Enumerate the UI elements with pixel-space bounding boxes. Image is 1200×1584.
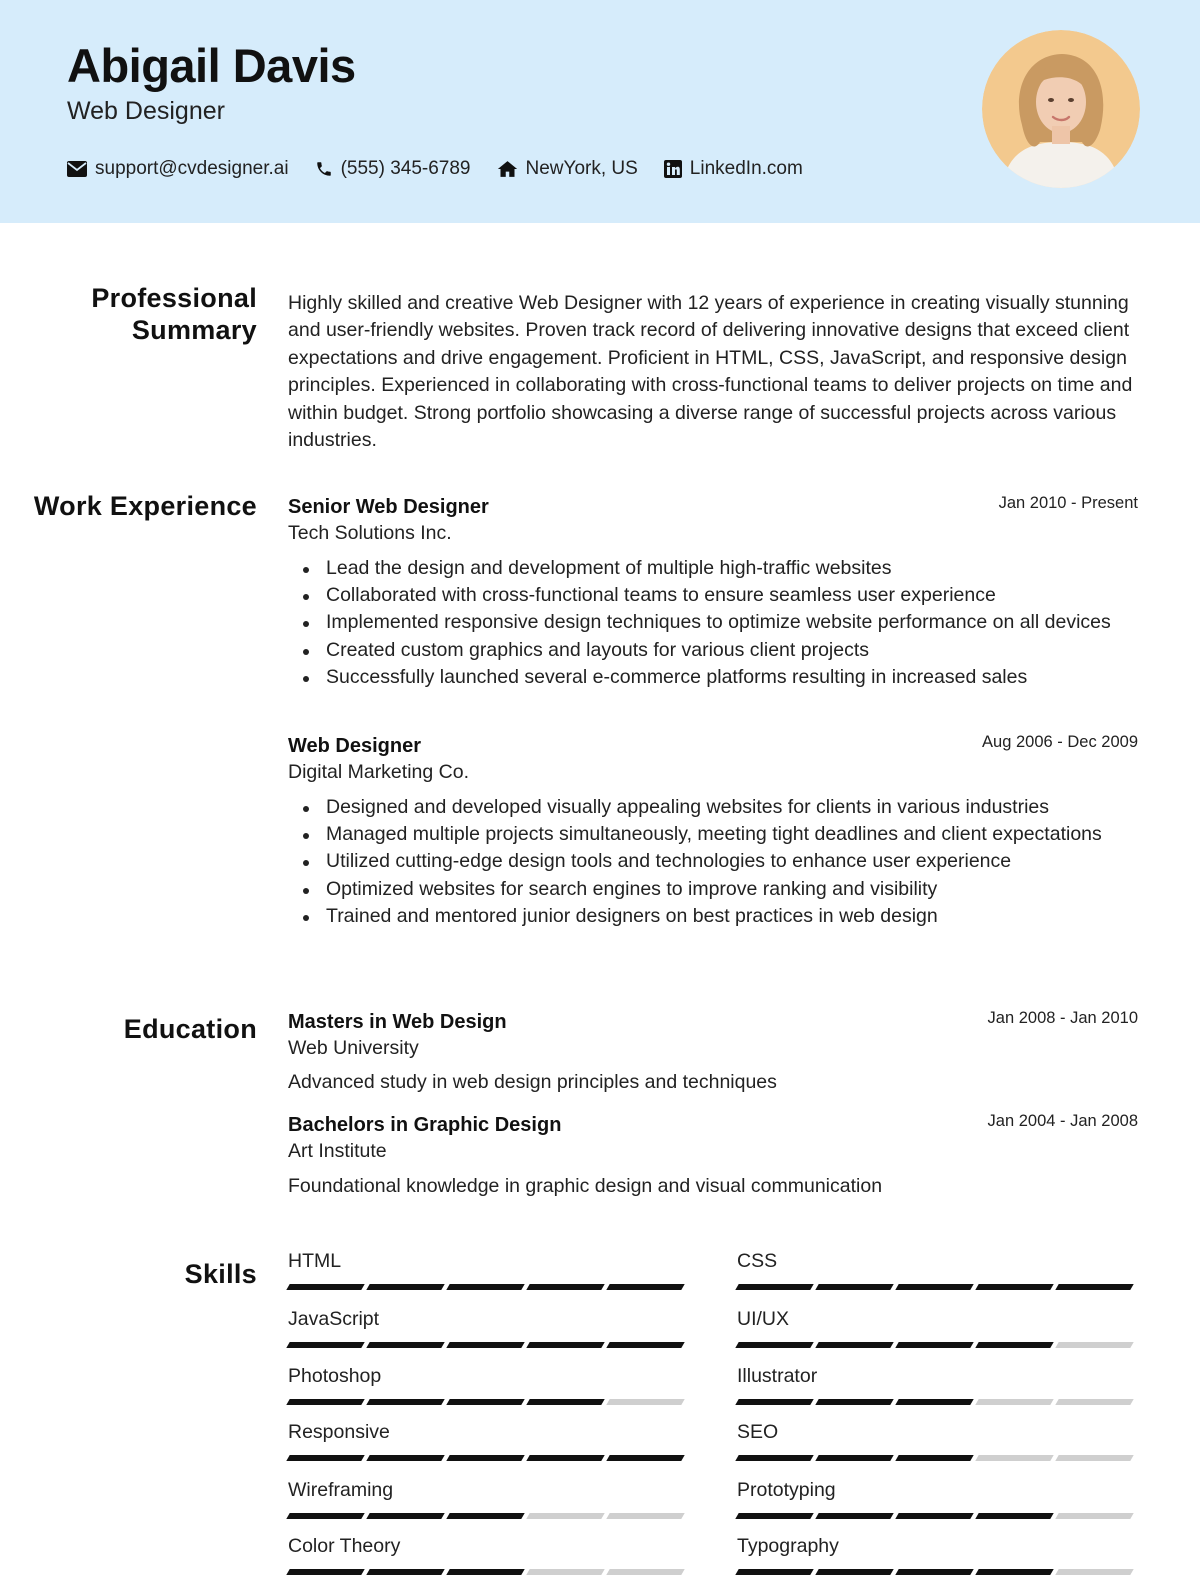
skill-html <box>288 1250 688 1290</box>
job-dates: Aug 2006 - Dec 2009 <box>982 733 1138 751</box>
contact-location-text: NewYork, US <box>525 158 638 179</box>
skill-segment-filled <box>735 1569 813 1575</box>
skill-level-bar <box>737 1284 1137 1290</box>
job-title: Senior Web Designer <box>288 496 489 518</box>
section-label-education: Education <box>123 1014 257 1044</box>
skill-segment-filled <box>735 1399 813 1405</box>
home-icon <box>497 160 518 178</box>
skill-name: Photoshop <box>288 1365 382 1387</box>
skill-segment-empty <box>1055 1455 1133 1461</box>
contact-linkedin[interactable] <box>664 158 803 180</box>
skill-segment-filled <box>735 1513 813 1519</box>
skill-segment-filled <box>975 1284 1053 1290</box>
skill-segment-filled <box>895 1284 973 1290</box>
skill-name: Illustrator <box>737 1365 818 1387</box>
skill-segment-filled <box>286 1342 364 1348</box>
list-item: Collaborated with cross-functional teams to ensure seamless user experience <box>288 582 1138 609</box>
skill-segment-filled <box>286 1455 364 1461</box>
job-company: Tech Solutions Inc. <box>288 522 452 544</box>
skill-segment-filled <box>815 1284 893 1290</box>
skill-illustrator <box>737 1365 1137 1405</box>
skill-color-theory <box>288 1535 688 1575</box>
list-item: Managed multiple projects simultaneously, meeting tight deadlines and client expectations <box>288 821 1138 848</box>
list-item: Created custom graphics and layouts for various client projects <box>288 637 1138 664</box>
skill-name: Prototyping <box>737 1479 836 1501</box>
list-item: Trained and mentored junior designers on best practices in web design <box>288 903 1138 930</box>
skill-name: CSS <box>737 1250 778 1272</box>
list-item: Implemented responsive design techniques to optimize website performance on all devices <box>288 609 1138 636</box>
skill-segment-filled <box>975 1342 1053 1348</box>
skill-segment-filled <box>366 1399 444 1405</box>
education-dates: Jan 2008 - Jan 2010 <box>987 1009 1138 1027</box>
skill-typography <box>737 1535 1137 1575</box>
section-label-experience: Work Experience <box>33 491 257 521</box>
job-company: Digital Marketing Co. <box>288 761 469 783</box>
education-dates: Jan 2004 - Jan 2008 <box>987 1112 1138 1130</box>
skill-level-bar <box>288 1399 688 1405</box>
skill-segment-filled <box>446 1455 524 1461</box>
list-item: Utilized cutting-edge design tools and technologies to enhance user experience <box>288 848 1138 875</box>
skill-segment-empty <box>606 1569 684 1575</box>
contact-linkedin-text: LinkedIn.com <box>689 158 803 179</box>
skill-segment-filled <box>815 1455 893 1461</box>
skill-level-bar <box>737 1569 1137 1575</box>
skill-name: Wireframing <box>288 1479 394 1501</box>
skill-segment-filled <box>975 1569 1053 1575</box>
skill-name: JavaScript <box>288 1308 380 1330</box>
job-dates: Jan 2010 - Present <box>998 494 1138 512</box>
skill-segment-filled <box>815 1342 893 1348</box>
avatar <box>982 30 1140 188</box>
skill-segment-empty <box>1055 1399 1133 1405</box>
skill-segment-filled <box>526 1399 604 1405</box>
job-title: Web Designer <box>288 735 421 757</box>
skill-segment-filled <box>735 1455 813 1461</box>
list-item: Designed and developed visually appealing websites for clients in various industries <box>288 794 1138 821</box>
skill-name: HTML <box>288 1250 342 1272</box>
summary-text: Highly skilled and creative Web Designer with 12 years of experience in creating visually stunning and user-friendly websites. Proven track record of delivering innovative designs that exceed client expectations and drive engagement. Proficient in HTML, CSS, JavaScript, and responsive design principles. Experienced in collaborating with cross-functional teams to deliver projects on time and within budget. Strong portfolio showcasing a diverse range of successful projects across various industries. <box>288 292 1133 452</box>
skill-segment-filled <box>606 1455 684 1461</box>
skill-segment-filled <box>735 1342 813 1348</box>
skill-segment-filled <box>1055 1284 1133 1290</box>
skill-segment-filled <box>895 1342 973 1348</box>
envelope-icon <box>67 161 87 177</box>
skill-segment-empty <box>975 1455 1053 1461</box>
candidate-name: Abigail Davis <box>67 39 356 92</box>
skill-segment-filled <box>606 1284 684 1290</box>
job-bullet-list <box>288 794 1138 930</box>
contact-email-text: support@cvdesigner.ai <box>95 158 289 179</box>
skill-segment-filled <box>446 1569 524 1575</box>
skill-level-bar <box>737 1399 1137 1405</box>
skill-segment-filled <box>446 1513 524 1519</box>
skill-segment-filled <box>895 1455 973 1461</box>
list-item: Optimized websites for search engines to improve ranking and visibility <box>288 876 1138 903</box>
skill-javascript <box>288 1308 688 1348</box>
education-description: Foundational knowledge in graphic design and visual communication <box>288 1175 883 1197</box>
contact-location <box>497 158 638 180</box>
list-item: Successfully launched several e-commerce platforms resulting in increased sales <box>288 664 1138 691</box>
education-description: Advanced study in web design principles and techniques <box>288 1071 777 1093</box>
skill-level-bar <box>288 1284 688 1290</box>
skill-level-bar <box>737 1455 1137 1461</box>
skill-segment-filled <box>526 1455 604 1461</box>
contact-phone[interactable] <box>315 158 471 180</box>
skill-css <box>737 1250 1137 1290</box>
skill-segment-filled <box>975 1513 1053 1519</box>
education-degree: Bachelors in Graphic Design <box>288 1114 562 1136</box>
skill-segment-filled <box>366 1284 444 1290</box>
job-bullet-list <box>288 555 1138 691</box>
skill-segment-empty <box>975 1399 1053 1405</box>
skill-name: Responsive <box>288 1421 390 1443</box>
skill-level-bar <box>737 1342 1137 1348</box>
skill-segment-filled <box>895 1399 973 1405</box>
skill-segment-filled <box>526 1342 604 1348</box>
skill-wireframing <box>288 1479 688 1519</box>
skill-segment-filled <box>286 1284 364 1290</box>
skill-segment-empty <box>526 1569 604 1575</box>
skill-photoshop <box>288 1365 688 1405</box>
phone-icon <box>315 160 333 178</box>
skill-segment-filled <box>446 1399 524 1405</box>
skill-responsive <box>288 1421 688 1461</box>
section-label-summary: Professional Summary <box>91 283 257 345</box>
skill-level-bar <box>737 1513 1137 1519</box>
skill-segment-filled <box>366 1569 444 1575</box>
header-banner <box>0 0 1200 223</box>
skill-segment-empty <box>1055 1342 1133 1348</box>
skill-segment-filled <box>286 1513 364 1519</box>
list-item: Lead the design and development of multiple high-traffic websites <box>288 555 1138 582</box>
skill-segment-filled <box>446 1342 524 1348</box>
skill-segment-empty <box>526 1513 604 1519</box>
skill-segment-filled <box>815 1399 893 1405</box>
skill-segment-filled <box>286 1569 364 1575</box>
skill-segment-filled <box>366 1342 444 1348</box>
skill-segment-filled <box>895 1513 973 1519</box>
skill-name: UI/UX <box>737 1308 790 1330</box>
skill-ui-ux <box>737 1308 1137 1348</box>
education-degree: Masters in Web Design <box>288 1011 507 1033</box>
skill-segment-filled <box>606 1342 684 1348</box>
contact-bar <box>67 158 829 180</box>
skill-name: SEO <box>737 1421 779 1443</box>
contact-phone-text: (555) 345-6789 <box>340 158 471 179</box>
skill-segment-filled <box>446 1284 524 1290</box>
education-school: Art Institute <box>288 1140 387 1162</box>
skill-segment-filled <box>895 1569 973 1575</box>
candidate-title: Web Designer <box>67 97 225 125</box>
skill-name: Typography <box>737 1535 839 1557</box>
skill-segment-filled <box>735 1284 813 1290</box>
skill-segment-empty <box>606 1513 684 1519</box>
skill-prototyping <box>737 1479 1137 1519</box>
linkedin-icon <box>664 160 682 178</box>
skill-seo <box>737 1421 1137 1461</box>
skill-segment-empty <box>606 1399 684 1405</box>
skill-level-bar <box>288 1342 688 1348</box>
skill-segment-empty <box>1055 1569 1133 1575</box>
skill-name: Color Theory <box>288 1535 401 1557</box>
contact-email[interactable] <box>67 158 289 180</box>
skill-segment-filled <box>286 1399 364 1405</box>
skill-level-bar <box>288 1455 688 1461</box>
education-school: Web University <box>288 1037 419 1059</box>
skill-segment-filled <box>815 1513 893 1519</box>
skill-segment-filled <box>366 1513 444 1519</box>
skill-segment-filled <box>815 1569 893 1575</box>
skill-level-bar <box>288 1513 688 1519</box>
section-label-skills: Skills <box>184 1259 257 1289</box>
skill-segment-filled <box>366 1455 444 1461</box>
skill-segment-empty <box>1055 1513 1133 1519</box>
skill-segment-filled <box>526 1284 604 1290</box>
skill-level-bar <box>288 1569 688 1575</box>
